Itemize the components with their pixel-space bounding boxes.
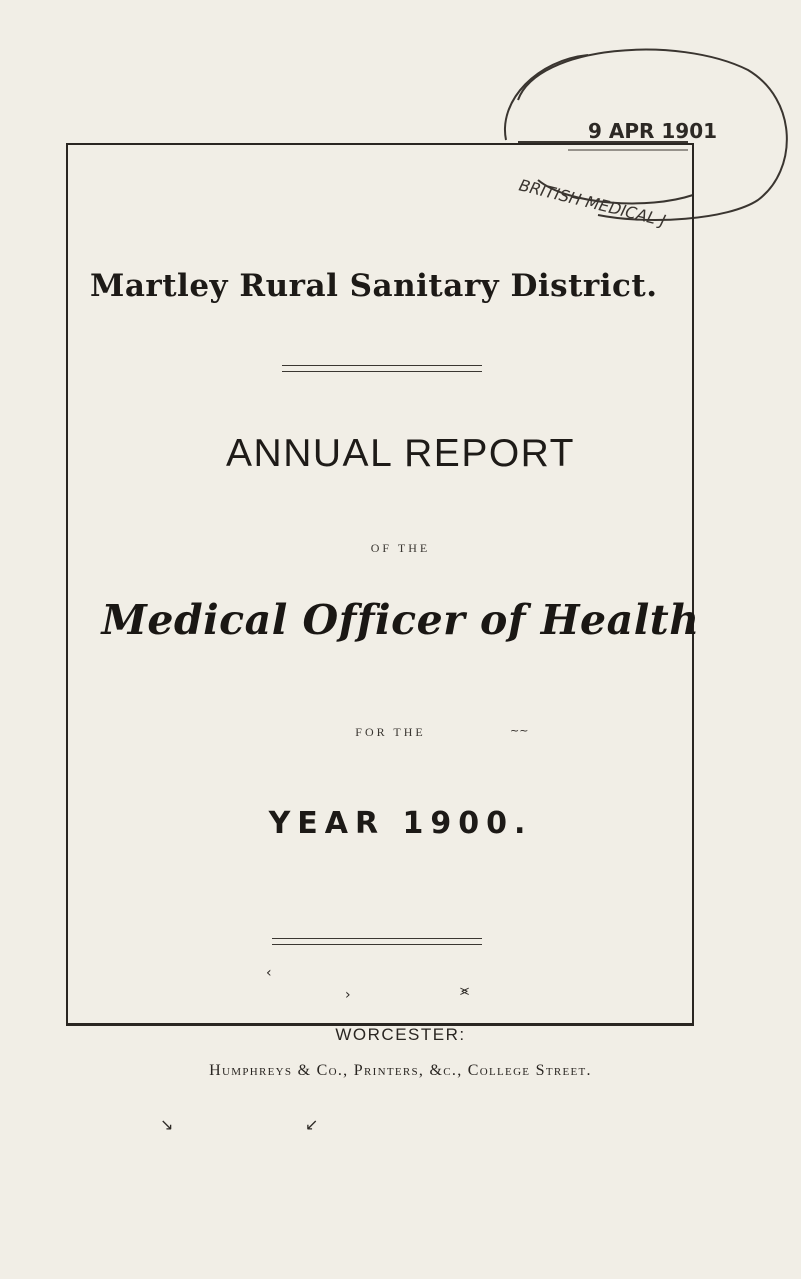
divider-rule [272,938,482,945]
annual-report-heading: ANNUAL REPORT [226,432,575,475]
ink-mark: ⪤ [460,983,470,999]
divider-rule [282,365,482,372]
year-heading: YEAR 1900. [268,806,533,841]
ink-mark: ‹ [266,965,272,981]
officer-title: Medical Officer of Health [101,596,700,644]
ink-flourish: ~~ [510,724,529,737]
ink-mark: ↘ [160,1115,174,1134]
imprint-place: WORCESTER: [335,1025,466,1044]
imprint-printers: Humphreys & Co., Printers, &c., College Street. [209,1062,592,1079]
stamp-date: 9 APR 1901 [588,119,718,143]
district-title: Martley Rural Sanitary District. [90,268,658,304]
of-the-label: OF THE [370,541,431,555]
ink-mark: › [345,987,351,1003]
ink-mark: ↙ [305,1115,319,1134]
for-the-label: FOR THE [355,725,426,739]
stamp-ring-text: BRITISH MEDICAL J [517,175,668,231]
